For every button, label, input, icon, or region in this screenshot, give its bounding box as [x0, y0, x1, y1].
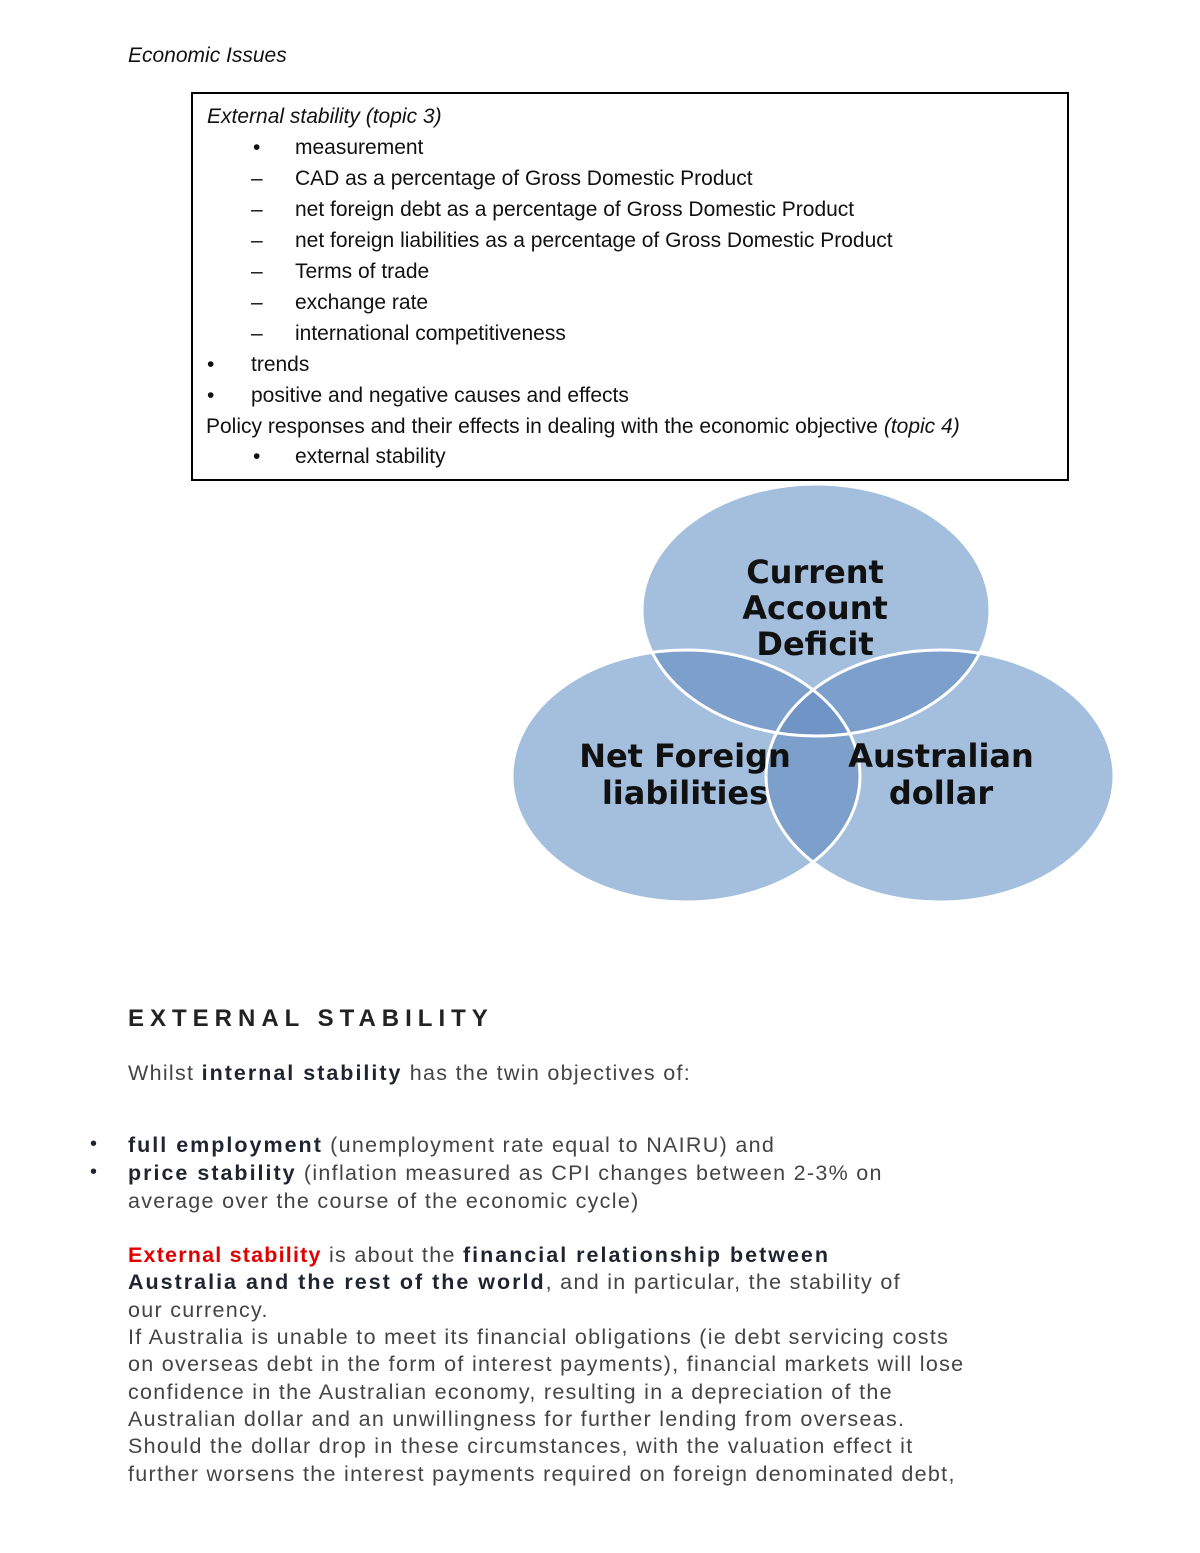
- intro-line: Whilst internal stability has the twin objectives of:: [128, 1061, 692, 1085]
- venn-label-australian: Australian: [848, 737, 1034, 775]
- dash-marker: –: [251, 291, 263, 314]
- venn-label-liabilities: liabilities: [601, 774, 769, 812]
- p2-line: further worsens the interest payments required on foreign denominated debt,: [128, 1462, 956, 1486]
- topic4-tag: (topic 4): [883, 415, 960, 438]
- section-heading: EXTERNAL STABILITY: [128, 1005, 494, 1032]
- bullet-marker: •: [207, 353, 215, 376]
- bullet-marker: •: [90, 1161, 98, 1183]
- external-stability-highlight: External stability: [128, 1243, 322, 1267]
- bullet-marker: •: [253, 445, 261, 468]
- dash-marker: –: [251, 167, 263, 190]
- bullet-marker: •: [253, 136, 261, 159]
- p1-line2: Australia and the rest of the world, and in particular, the stability of: [128, 1270, 901, 1294]
- p1-line1: External stability is about the financial relationship between: [128, 1243, 831, 1267]
- bullet-full-employment: full employment (unemployment rate equal to NAIRU) and: [128, 1133, 776, 1157]
- topic4-text: Policy responses and their effects in dealing with the economic objective: [206, 415, 884, 438]
- p2-line: on overseas debt in the form of interest payments), financial markets will lose: [128, 1352, 965, 1376]
- venn-label-dollar: dollar: [888, 774, 994, 812]
- venn-label-account: Account: [742, 589, 888, 627]
- dash-marker: –: [251, 260, 263, 283]
- p2-line: Australian dollar and an unwillingness for further lending from overseas.: [128, 1407, 906, 1431]
- venn-label-current: Current: [746, 553, 884, 591]
- venn-label-net-foreign: Net Foreign: [579, 737, 791, 775]
- venn-diagram: [500, 480, 1120, 906]
- p2-line: If Australia is unable to meet its financial obligations (ie debt servicing costs: [128, 1325, 950, 1349]
- venn-label-deficit: Deficit: [756, 625, 874, 663]
- bullet-price-stability: price stability (inflation measured as CPI changes between 2-3% on: [128, 1161, 883, 1185]
- p2-line: confidence in the Australian economy, resulting in a depreciation of the: [128, 1380, 893, 1404]
- p2-line: Should the dollar drop in these circumstances, with the valuation effect it: [128, 1434, 914, 1458]
- p1-line3: our currency.: [128, 1298, 269, 1322]
- dash-marker: –: [251, 198, 263, 221]
- topic4-line: [206, 414, 960, 440]
- running-header: Economic Issues: [128, 44, 287, 67]
- dash-marker: –: [251, 322, 263, 345]
- bullet-marker: •: [90, 1133, 98, 1155]
- dash-marker: –: [251, 229, 263, 252]
- topic3-heading: External stability (topic 3): [207, 105, 442, 128]
- bullet-marker: •: [207, 384, 215, 407]
- syllabus-box: External stability (topic 3) • measurement – CAD as a percentage of Gross Domestic Product – net foreign debt as a percentage of Gross Domestic Product – net foreign liabilities as a percentage of Gross Domestic Product – Terms of trade – exchange rate – international competitiveness • trends • positive and negative causes and effects Policy responses and their effects in dealing with the economic objective (topic 4) • external stability: [191, 92, 1069, 481]
- bullet-price-stability-cont: average over the course of the economic cycle): [128, 1189, 640, 1213]
